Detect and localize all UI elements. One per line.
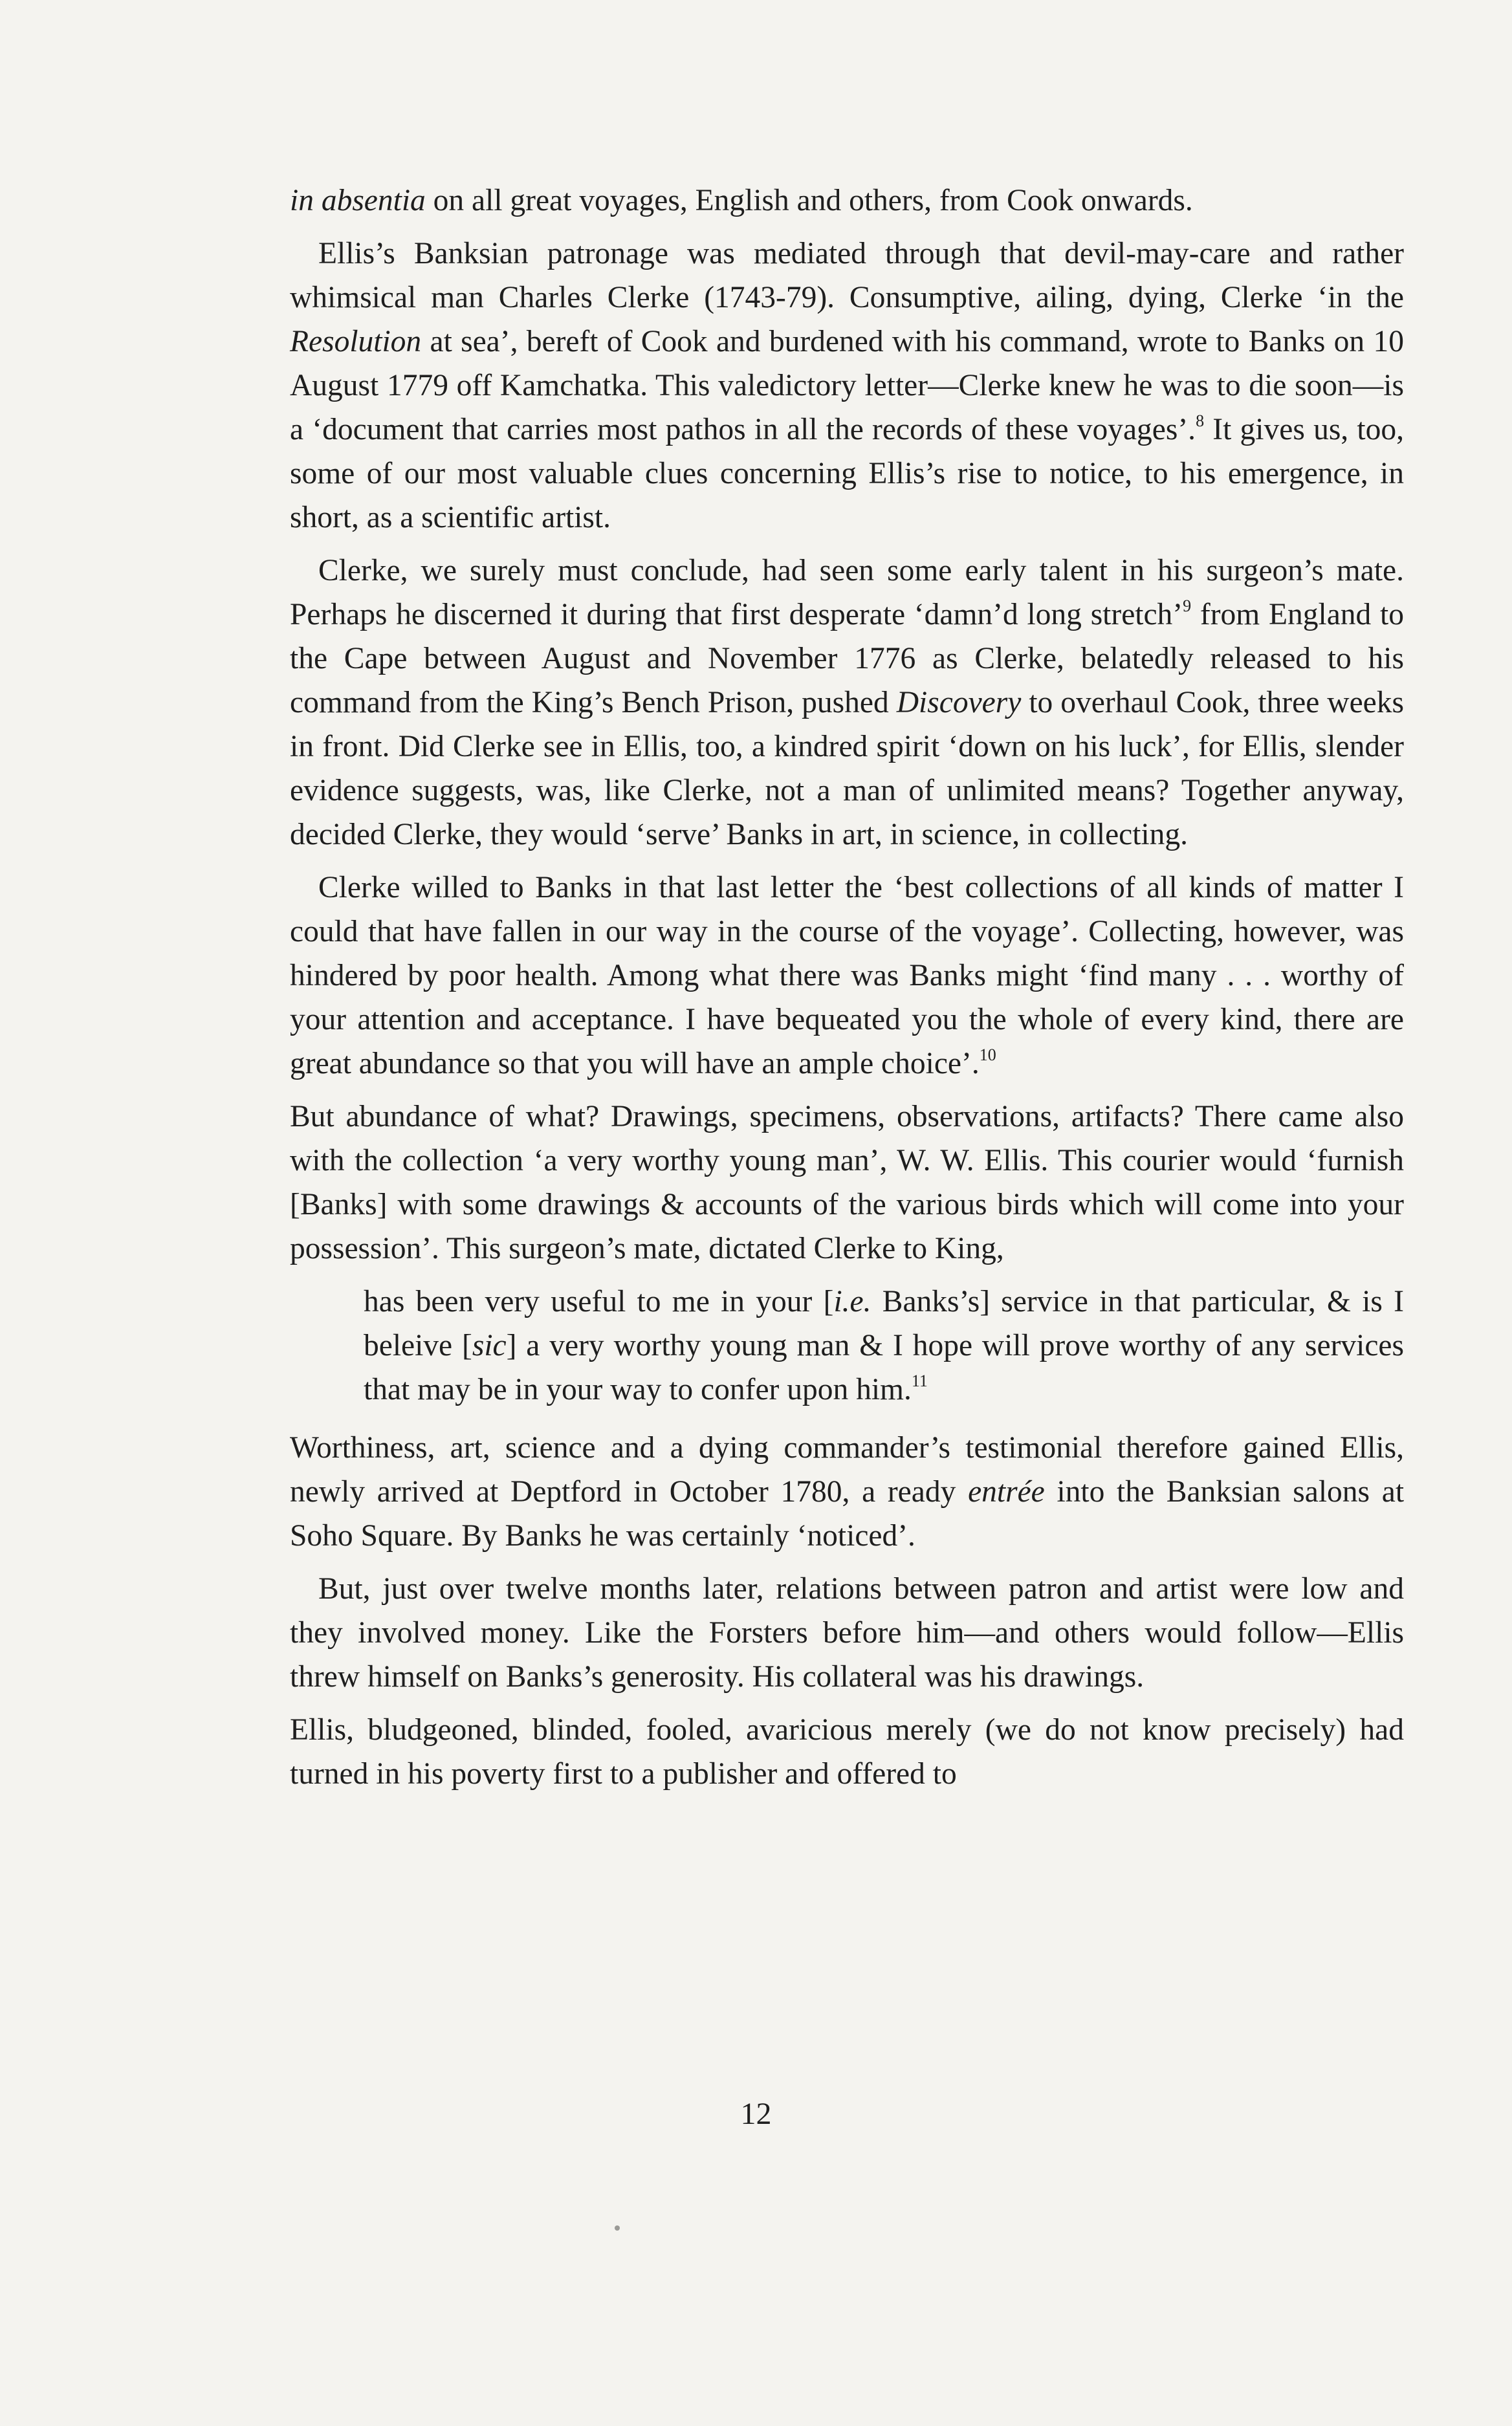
paragraph-2: Ellis’s Banksian patronage was mediated through that devil-may-care and rather whimsical man Charles Clerke (1743-79). Consumptive, ailing, dying, Clerke ‘in the Resolution at sea’, bereft of Cook and burdened with his command, wrote to Banks on 10 August 1779 off Kamchatka. This valedictory letter—Clerke knew he was to die soon—is a ‘document that carries most pathos in all the records of these voyages’.$^8$ It gives us, too, some of our most valuable clues concerning Ellis’s rise to notice, to his emergence, in short, as a scientific artist. [290,237,1404,534]
paragraph-9: Ellis, bludgeoned, blinded, fooled, avaricious merely (we do not know precisely) had turned in his poverty first to a publisher and offered to [290,1713,1404,1791]
paragraph-3: Clerke, we surely must conclude, had seen some early talent in his surgeon’s mate. Perhaps he discerned it during that first desperate ‘damn’d long stretch’$^9$ from England to the Cape between August and November 1776 as Clerke, belatedly released to his command from the King’s Bench Prison, pushed Discovery to overhaul Cook, three weeks in front. Did Clerke see in Ellis, too, a kindred spirit ‘down on his luck’, for Ellis, slender evidence suggests, was, like Clerke, not a man of unlimited means? Together anyway, decided Clerke, they would ‘serve’ Banks in art, in science, in collecting. [290,554,1405,851]
paper-speck [615,2225,620,2231]
paragraph-7: Worthiness, art, science and a dying commander’s testimonial therefore gained Ellis, newly arrived at Deptford in October 1780, a ready entrée into the Banksian salons at Soho Square. By Banks he was certainly ‘noticed’. [290,1431,1405,1553]
block-quote: has been very useful to me in your [i.e. Banks’s] service in that particular, & is I beleive [sic] a very worthy young man & I hope will prove worthy of any services that may be in your way to confer upon him.$^{11}$ [364,1285,1404,1406]
paragraph-1: in absentia on all great voyages, English and others, from Cook onwards. [290,184,1193,217]
paragraph-4: Clerke willed to Banks in that last letter the ‘best collections of all kinds of matter I could that have fallen in our way in the course of the voyage’. Collecting, however, was hindered by poor health. Among what there was Banks might ‘find many . . . worthy of your attention and acceptance. I have bequeated you the whole of every kind, there are great abundance so that you will have an ample choice’.$^{10}$ [290,871,1404,1080]
paragraph-8: But, just over twelve months later, relations between patron and artist were low and they involved money. Like the Forsters before him—and others would follow—Ellis threw himself on Banks’s generosity. His collateral was his drawings. [290,1572,1404,1694]
paragraph-5: But abundance of what? Drawings, specimens, observations, artifacts? There came also with the collection ‘a very worthy young man’, W. W. Ellis. This courier would ‘furnish [Banks] with some drawings & accounts of the various birds which will come into your possession’. This surgeon’s mate, dictated Clerke to King, [290,1100,1404,1265]
body-text [290,179,1404,1805]
page-number: 12 [740,2097,772,2131]
